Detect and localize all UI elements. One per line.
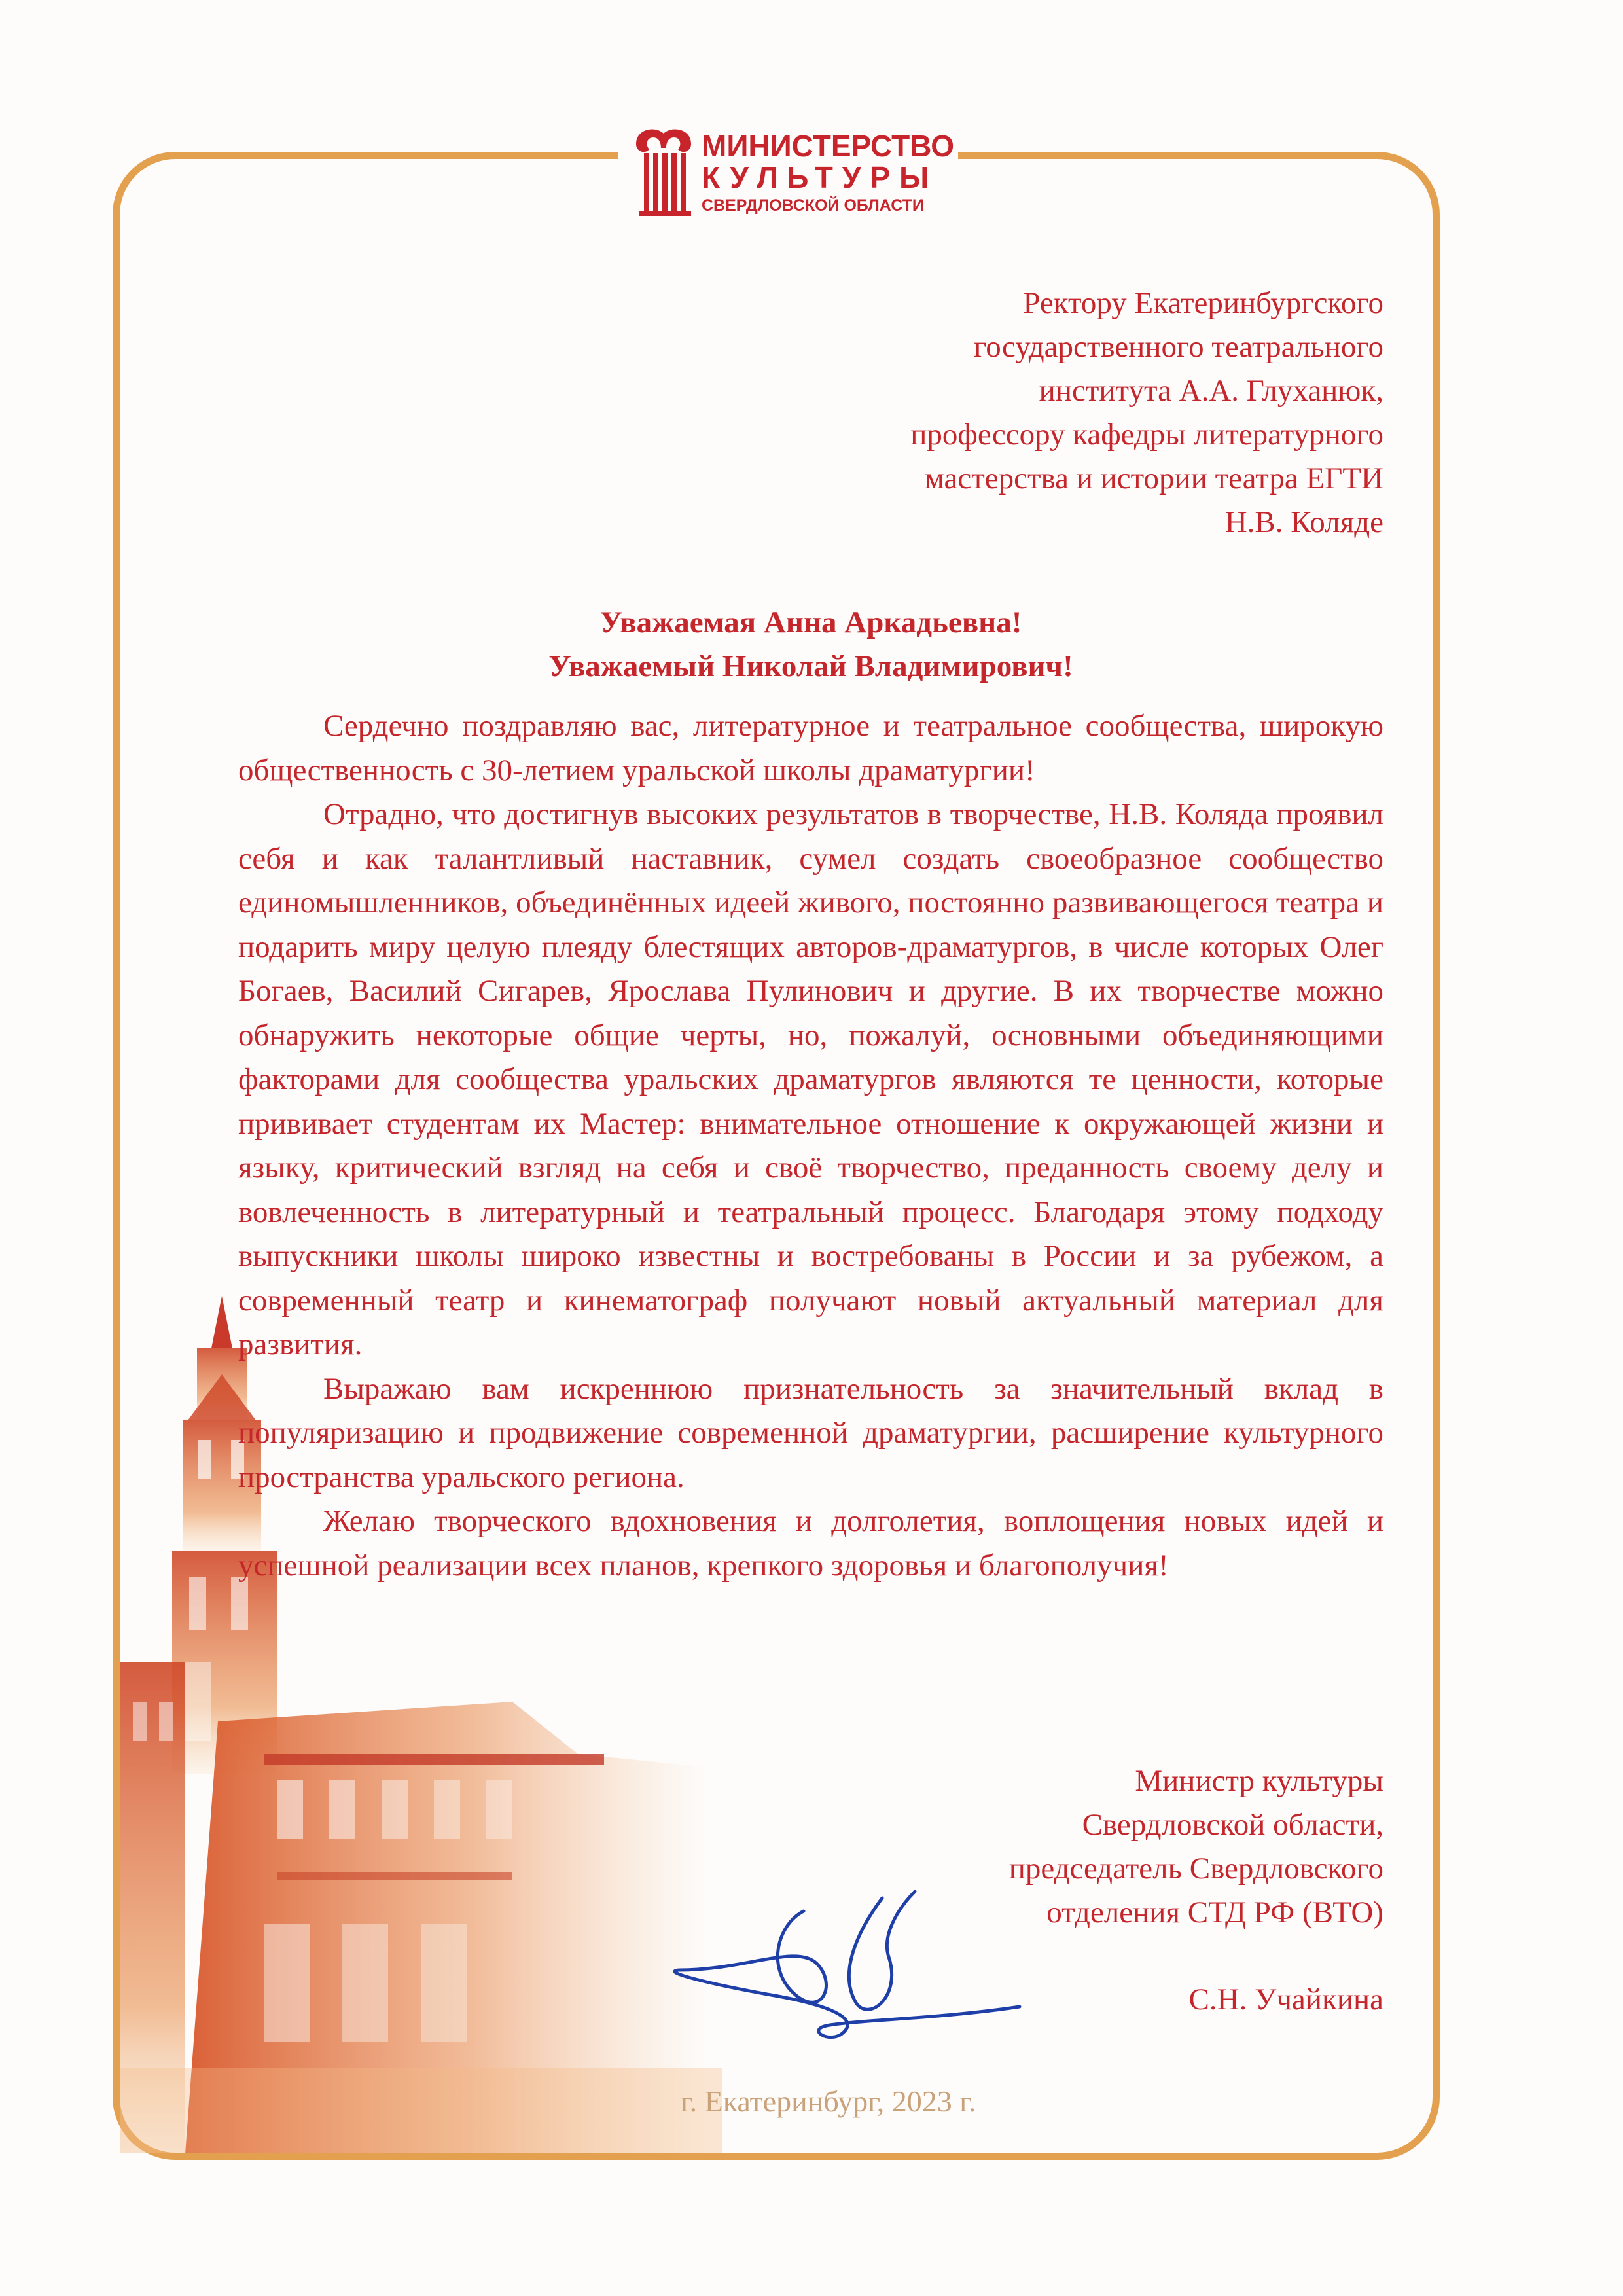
salutation-line: Уважаемая Анна Аркадьевна! — [599, 605, 1022, 639]
handwritten-signature — [666, 1885, 1033, 2055]
ministry-logo — [618, 115, 958, 225]
addressee-line: мастерства и истории театра ЕГТИ — [925, 461, 1383, 495]
logo-line-culture: КУЛЬТУРЫ — [702, 160, 938, 194]
signer-line: Свердловской области, — [1082, 1808, 1383, 1842]
column-emblem-icon — [630, 122, 698, 219]
body-paragraph: Сердечно поздравляю вас, литературное и театральное сообщества, широкую общественность с 30-летием уральской школы драматургии! — [238, 709, 1383, 787]
addressee-line: Ректору Екатеринбургского — [1023, 286, 1383, 320]
salutation-line: Уважаемый Николай Владимирович! — [548, 649, 1073, 683]
addressee-line: Н.В. Коляде — [1224, 505, 1383, 539]
signer-line: Министр культуры — [1135, 1764, 1383, 1798]
addressee-block — [910, 281, 1383, 545]
signer-title-block — [1009, 1759, 1383, 1935]
body-paragraph: Отрадно, что достигнув высоких результатов в творчестве, Н.В. Коляда проявил себя и как талантливый наставник, сумел создать своеобразное сообщество единомышленников, объединённых идеей живого, постоянно развивающегося театра и подарить миру целую плеяду блестящих авторов-драматургов, в числе которых Олег Богаев, Василий Сигарев, Ярослава Пулинович и другие. В их творчестве можно обнаружить некоторые общие черты, но, пожалуй, основными объединяющими факторами для сообщества уральских драматургов являются те ценности, которые прививает студентам их Мастер: внимательное отношение к окружающей жизни и языку, критический взгляд на себя и своё творчество, преданность своему делу и вовлеченность в литературный и театральный процесс. Благодаря этому подходу выпускники школы широко известны и востребованы в России и за рубежом, а современный театр и кинематограф получают новый актуальный материал для развития. — [238, 797, 1383, 1361]
logo-line-ministry: МИНИСТЕРСТВО — [702, 129, 955, 163]
footer-place-date: г. Екатеринбург, 2023 г. — [681, 2085, 976, 2118]
logo-line-region: СВЕРДЛОВСКОЙ ОБЛАСТИ — [702, 196, 924, 215]
signer-line: председатель Свердловского — [1008, 1852, 1383, 1886]
signer-line: отделения СТД РФ (ВТО) — [1046, 1895, 1383, 1929]
letter-body — [238, 704, 1383, 1588]
body-paragraph: Выражаю вам искреннюю признательность за значительный вклад в популяризацию и продвижение современной драматургии, расширение культурного пространства уральского региона. — [238, 1371, 1383, 1494]
addressee-line: профессору кафедры литературного — [910, 418, 1383, 452]
addressee-line: государственного театрального — [974, 330, 1383, 364]
signer-name: С.Н. Учайкина — [1188, 1982, 1383, 2017]
salutation-block — [238, 601, 1383, 689]
body-paragraph: Желаю творческого вдохновения и долголетия, воплощения новых идей и успешной реализации всех планов, крепкого здоровья и благополучия! — [238, 1504, 1383, 1583]
addressee-line: института А.А. Глуханюк, — [1039, 374, 1383, 408]
